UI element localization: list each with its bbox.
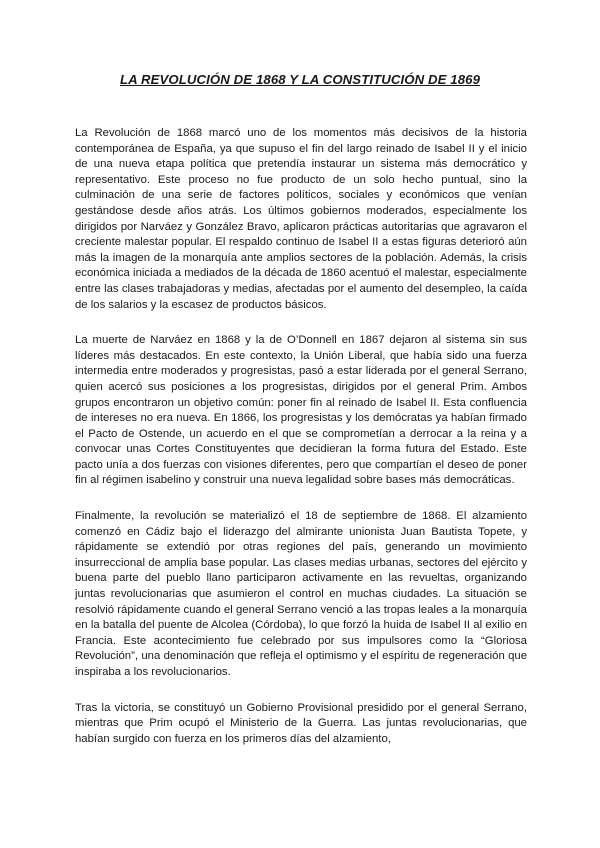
paragraph-1: La Revolución de 1868 marcó uno de los momentos más decisivos de la historia contemporánea de España, ya que supuso el fin del largo reinado de Isabel II y el inicio de una nueva etapa política que pretendía instaurar un sistema más democrático y representativo. Este proceso no fue producto de un solo hecho puntual, sino la culminación de una serie de factores políticos, sociales y económicos que venían gestándose desde años atrás. Los últimos gobiernos moderados, especialmente los dirigidos por Narváez y González Bravo, aplicaron prácticas autoritarias que agravaron el creciente malestar popular. El respaldo continuo de Isabel II a estas figuras deterioró aún más la imagen de la monarquía ante amplios sectores de la población. Además, la crisis económica iniciada a mediados de la década de 1860 acentuó el malestar, especialmente entre las clases trabajadoras y medias, afectadas por el aumento del desempleo, la caída de los salarios y la escasez de productos básicos. bbox=[75, 127, 527, 311]
paragraph-2: La muerte de Narváez en 1868 y la de O’Donnell en 1867 dejaron al sistema sin sus líderes más destacados. En este contexto, la Unión Liberal, que había sido una fuerza intermedia entre moderados y progresistas, pasó a estar liderada por el general Serrano, quien acercó sus posiciones a los progresistas, dirigidos por el general Prim. Ambos grupos encontraron un objetivo común: poner fin al reinado de Isabel II. Esta confluencia de intereses no era nueva. En 1866, los progresistas y los demócratas ya habían firmado el Pacto de Ostende, un acuerdo en el que se comprometían a derrocar a la reina y a convocar unas Cortes Constituyentes que decidieran la forma futura del Estado. Este pacto unía a dos fuerzas con visiones diferentes, pero que compartían el deseo de poner fin al régimen isabelino y construir una nueva legalidad sobre bases más democráticas. bbox=[75, 334, 527, 487]
paragraph-3: Finalmente, la revolución se materializó el 18 de septiembre de 1868. El alzamiento comenzó en Cádiz bajo el liderazgo del almirante unionista Juan Bautista Topete, y rápidamente se extendió por otras regiones del país, generando un movimiento insurreccional de amplia base popular. Las clases medias urbanas, sectores del ejército y buena parte del pueblo llano participaron activamente en las revueltas, organizando juntas revolucionarias que asumieron el control en muchas ciudades. La situación se resolvió rápidamente cuando el general Serrano venció a las tropas leales a la monarquía en la batalla del puente de Alcolea (Córdoba), lo que forzó la huida de Isabel II al exilio en Francia. Este acontecimiento fue celebrado por sus impulsores como la “Gloriosa Revolución”, una denominación que refleja el optimismo y el espíritu de regeneración que inspiraba a los revolucionarios. bbox=[75, 510, 527, 678]
document-title: LA REVOLUCIÓN DE 1868 Y LA CONSTITUCIÓN DE 1869 bbox=[119, 72, 481, 87]
paragraph-4: Tras la victoria, se constituyó un Gobierno Provisional presidido por el general Serrano, mientras que Prim ocupó el Ministerio de la Guerra. Las juntas revolucionarias, que habían surgido con fuerza en los primeros días del alzamiento, bbox=[75, 701, 527, 745]
document-body bbox=[75, 126, 527, 767]
